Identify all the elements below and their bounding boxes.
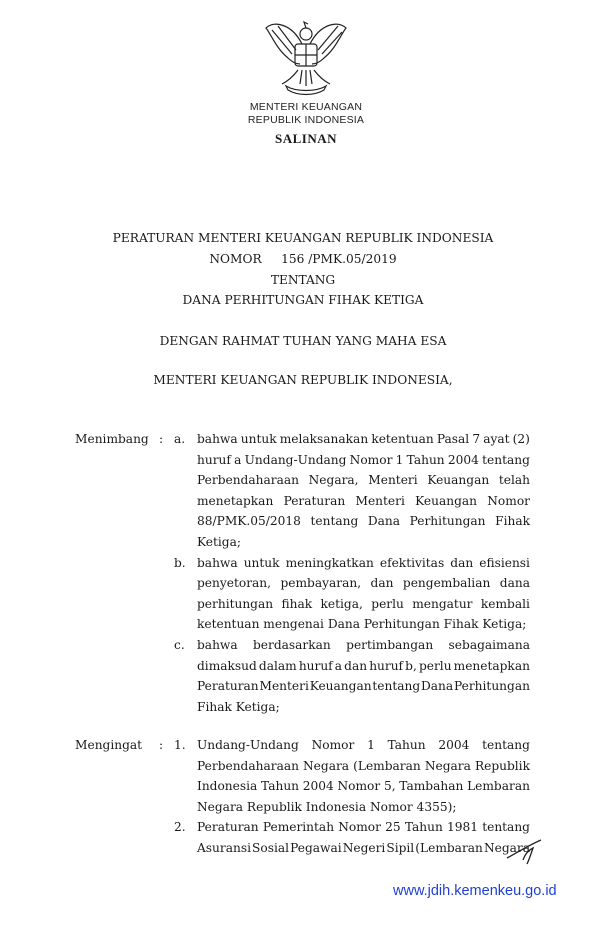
footer-url-link[interactable]: www.jdih.kemenkeu.go.id bbox=[393, 883, 557, 899]
section-colon: : bbox=[159, 738, 164, 752]
item-text-line: 88/PMK.05/2018 tentang Dana Perhitungan Fihak bbox=[197, 514, 530, 529]
item-marker: c. bbox=[174, 638, 185, 652]
section-colon: : bbox=[159, 432, 164, 446]
regulation-title: PERATURAN MENTERI KEUANGAN REPUBLIK INDONESIA bbox=[112, 231, 494, 245]
item-text-line: Peraturan Pemerintah Nomor 25 Tahun 1981 tentang bbox=[197, 820, 530, 835]
item-text-line: bahwa untuk meningkatkan efektivitas dan efisiensi bbox=[197, 555, 530, 570]
authority: MENTERI KEUANGAN REPUBLIK INDONESIA, bbox=[153, 373, 453, 387]
about-label: TENTANG bbox=[270, 273, 336, 287]
item-marker: b. bbox=[174, 555, 186, 570]
section-label: Mengingat bbox=[75, 738, 143, 752]
copy-stamp: SALINAN bbox=[274, 131, 337, 146]
item-text-line: Asuransi Sosial Pegawai Negeri Sipil (Lembaran Negara bbox=[197, 841, 530, 855]
item-text-line: bahwa untuk melaksanakan ketentuan Pasal 7 ayat (2) bbox=[197, 432, 530, 446]
item-text-line: dimaksud dalam huruf a dan huruf b, perlu menetapkan bbox=[197, 658, 530, 673]
regulation-subject: DANA PERHITUNGAN FIHAK KETIGA bbox=[182, 293, 424, 307]
item-text-line: ketentuan mengenai Dana Perhitungan Fihak Ketiga; bbox=[197, 617, 527, 632]
item-marker: 1. bbox=[174, 738, 186, 752]
item-text-line: Negara Republik Indonesia Nomor 4355); bbox=[197, 799, 457, 814]
item-text-line: menetapkan Peraturan Menteri Keuangan Nomor bbox=[197, 493, 530, 508]
regulation-number bbox=[0, 249, 606, 270]
item-text-line: bahwa berdasarkan pertimbangan sebagaimana bbox=[197, 638, 530, 652]
initial-signature-icon bbox=[505, 836, 545, 866]
item-text-line: penyetoran, pembayaran, dan pengembalian dana bbox=[197, 576, 530, 591]
letterhead-ministry: MENTERI KEUANGAN bbox=[249, 101, 363, 113]
item-text-line: Perbendaharaan Negara (Lembaran Negara Republik bbox=[197, 758, 530, 773]
item-text-line: Peraturan Menteri Keuangan tentang Dana Perhitungan bbox=[197, 679, 530, 694]
item-marker: 2. bbox=[174, 820, 186, 835]
item-text-line: Ketiga; bbox=[197, 535, 241, 549]
number-label: NOMOR bbox=[209, 252, 262, 266]
preamble: DENGAN RAHMAT TUHAN YANG MAHA ESA bbox=[159, 334, 447, 348]
item-text-line: Fihak Ketiga; bbox=[197, 699, 280, 714]
section-label: Menimbang bbox=[75, 432, 149, 446]
item-marker: a. bbox=[174, 432, 186, 446]
item-text-line: perhitungan fihak ketiga, perlu mengatur kembali bbox=[197, 596, 530, 611]
item-text-line: Undang-Undang Nomor 1 Tahun 2004 tentang bbox=[197, 738, 530, 752]
letterhead-republic: REPUBLIK INDONESIA bbox=[247, 114, 365, 126]
item-text-line: Indonesia Tahun 2004 Nomor 5, Tambahan Lembaran bbox=[197, 779, 530, 794]
item-text-line: huruf a Undang-Undang Nomor 1 Tahun 2004 tentang bbox=[197, 452, 530, 467]
garuda-emblem-icon bbox=[262, 14, 350, 100]
number-value: 156 /PMK.05/2019 bbox=[281, 252, 397, 266]
item-text-line: Perbendaharaan Negara, Menteri Keuangan telah bbox=[197, 473, 530, 488]
